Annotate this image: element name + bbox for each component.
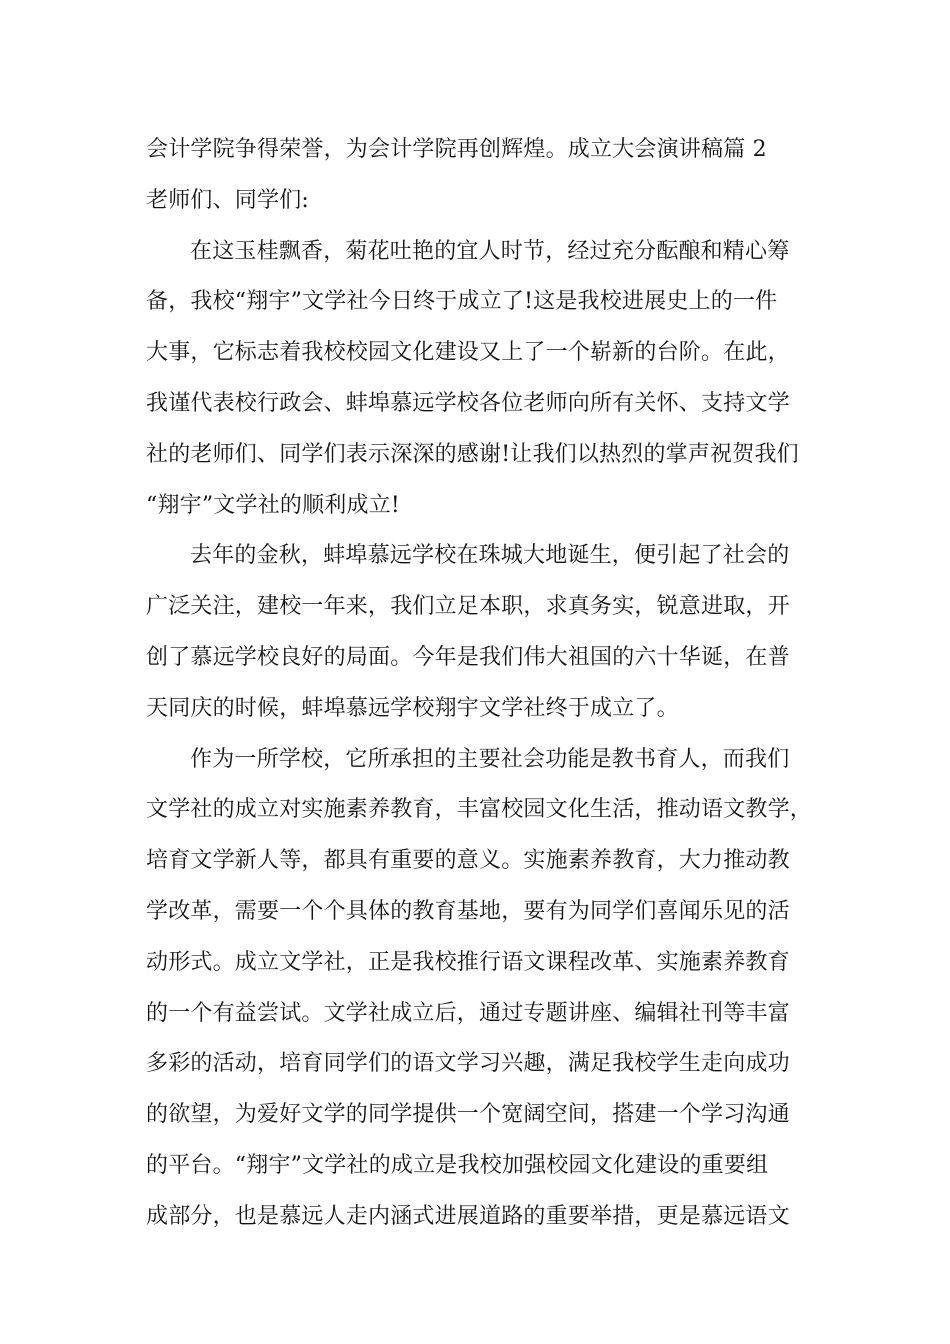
text-line: 的平台。“翔宇”文学社的成立是我校加强校园文化建设的重要组 bbox=[146, 1152, 769, 1178]
text-line: 天同庆的时候，蚌埠慕远学校翔宇文学社终于成立了。 bbox=[146, 695, 679, 721]
text-line: “翔宇”文学社的顺利成立! bbox=[146, 492, 400, 518]
text-line: 广泛关注，建校一年来，我们立足本职，求真务实，锐意进取，开 bbox=[146, 594, 790, 620]
paragraph-start-line: 作为一所学校，它所承担的主要社会功能是教书育人，而我们 bbox=[190, 746, 790, 772]
text-line: 备，我校“翔宇”文学社今日终于成立了!这是我校进展史上的一件 bbox=[146, 289, 778, 315]
text-line: 的一个有益尝试。文学社成立后，通过专题讲座、编辑社刊等丰富 bbox=[146, 1000, 790, 1026]
text-line: 文学社的成立对实施素养教育，丰富校园文化生活，推动语文教学， bbox=[146, 797, 813, 823]
text-line: 成部分，也是慕远人走内涵式进展道路的重要举措，更是慕远语文 bbox=[146, 1203, 790, 1229]
text-line: 学改革，需要一个个具体的教育基地，要有为同学们喜闻乐见的活 bbox=[146, 898, 790, 924]
text-line: 培育文学新人等，都具有重要的意义。实施素养教育，大力推动教 bbox=[146, 848, 790, 874]
document-body bbox=[146, 125, 816, 1243]
salutation-line: 老师们、同学们: bbox=[146, 187, 310, 213]
text-line: 多彩的活动，培育同学们的语文学习兴趣，满足我校学生走向成功 bbox=[146, 1051, 790, 1077]
text-line: 社的老师们、同学们表示深深的感谢!让我们以热烈的掌声祝贺我们 bbox=[146, 441, 799, 467]
text-line: 动形式。成立文学社，正是我校推行语文课程改革、实施素养教育 bbox=[146, 949, 790, 975]
text-line: 创了慕远学校良好的局面。今年是我们伟大祖国的六十华诞，在普 bbox=[146, 644, 790, 670]
paragraph-start-line: 去年的金秋，蚌埠慕远学校在珠城大地诞生，便引起了社会的 bbox=[190, 543, 790, 569]
text-line: 大事，它标志着我校校园文化建设又上了一个崭新的台阶。在此， bbox=[146, 340, 790, 366]
text-line: 的欲望，为爱好文学的同学提供一个宽阔空间，搭建一个学习沟通 bbox=[146, 1102, 790, 1128]
text-line: 会计学院争得荣誉，为会计学院再创辉煌。成立大会演讲稿篇 2 bbox=[146, 137, 767, 162]
text-line: 我谨代表校行政会、蚌埠慕远学校各位老师向所有关怀、支持文学 bbox=[146, 390, 790, 416]
paragraph-start-line: 在这玉桂飘香，菊花吐艳的宜人时节，经过充分酝酿和精心筹 bbox=[190, 238, 790, 264]
